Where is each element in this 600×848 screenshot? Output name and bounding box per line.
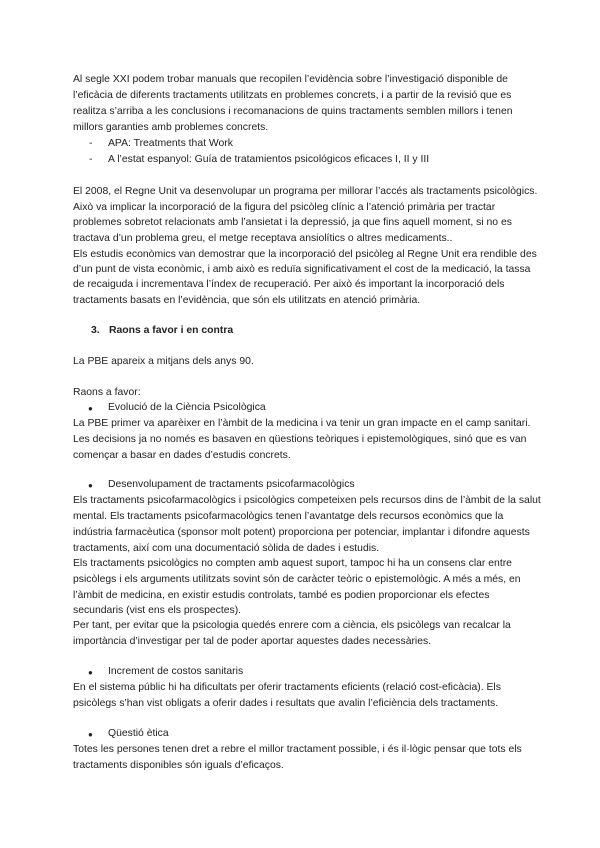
uk-paragraph-line: tractaments basats en l’evidència, que són els utilitzats en atenció primària.	[73, 295, 421, 306]
bullet-body-line: Totes les persones tenen dret a rebre el millor tractament possible, i és il·lògic pensar que tots els	[73, 744, 522, 755]
intro-line: Al segle XXI podem trobar manuals que recopilen l’evidència sobre l’investigació disponible de	[73, 74, 508, 85]
bullet-body-line: psicòlegs i els arguments utilitzats sovint són de caràcter teòric o epistemològic. A més a més, en	[73, 574, 521, 585]
dash-marker: -	[89, 138, 93, 149]
bullet-body-line: Els tractaments psicofarmacològics i psicològics competeixen pels recursos dins de l’àmbit de la salut	[73, 495, 541, 506]
uk-paragraph-line: problemes sobretot relacionats amb l’ansietat i la depressió, ja que fins aquell moment, si no es	[73, 217, 512, 228]
dash-item-apa: APA: Treatments that Work	[108, 138, 233, 149]
bullet-body-line: En el sistema públic hi ha dificultats per oferir tractaments eficients (relació cost-eficàcia). Els	[73, 682, 501, 693]
dash-item-spain: A l’estat espanyol: Guía de tratamientos psicológicos eficaces I, II y III	[108, 154, 430, 165]
bullet-body-line: La PBE primer va aparèixer en l’àmbit de la medicina i va tenir un gran impacte en el camp sanitari.	[73, 418, 531, 429]
uk-paragraph-line: tractava d’un problema greu, el metge receptava ansiolítics o altres medicaments..	[73, 233, 453, 244]
pbe-line: La PBE apareix a mitjans dels anys 90.	[73, 356, 254, 367]
uk-paragraph-line: d’un punt de vista econòmic, i amb això es reduïa significativament el cost de la medicació, la tassa	[73, 264, 531, 275]
uk-paragraph-line: Això va implicar la incorporació de la figura del psicòleg clínic a l’atenció primària per tractar	[73, 202, 496, 213]
dash-marker: -	[89, 154, 93, 165]
intro-line: l’eficàcia de diferents tractaments utilitzats en problemes concrets, i a partir de la revisió que es	[73, 90, 512, 101]
reasons-label: Raons a favor:	[73, 387, 141, 398]
uk-paragraph-line: de recaiguda i incrementava l’índex de recuperació. Per això és important la incorporació dels	[73, 279, 505, 290]
bullet-body-line: importància d’investigar per tal de poder aportar aquestes dades necessàries.	[73, 636, 432, 647]
bullet-body-line: Els tractaments psicològics no compten amb aquest suport, tampoc hi ha un consens clar entre	[73, 558, 512, 569]
bullet-body-line: psicòlegs s’han vist obligats a oferir dades i resultats que avalin l’eficiència dels tractaments.	[73, 698, 499, 709]
uk-paragraph-line: Els estudis econòmics van demostrar que la incorporació del psicòleg al Regne Unit era rendible des	[73, 249, 537, 260]
bullet-icon: ●	[88, 730, 93, 739]
uk-paragraph-line: El 2008, el Regne Unit va desenvolupar un programa per millorar l’accés als tractaments psicològics.	[73, 186, 538, 197]
bullet-icon: ●	[88, 668, 93, 677]
bullet-body-line: tractaments disponibles són iguals d’eficaços.	[73, 760, 284, 771]
bullet-title: Desenvolupament de tractaments psicofarmacològics	[108, 479, 355, 490]
bullet-body-line: començar a basar en dades d’estudis concrets.	[73, 450, 291, 461]
section-title: Raons a favor i en contra	[109, 325, 234, 336]
bullet-body-line: Les decisions ja no només es basaven en qüestions teòriques i epistemològiques, sinó que es van	[73, 434, 527, 445]
bullet-body-line: secundaris (vist ens els prospectes).	[73, 605, 242, 616]
bullet-body-line: indústria farmacèutica (sponsor molt potent) proporciona per potenciar, implantar i difondre aquests	[73, 527, 530, 538]
bullet-body-line: l’àmbit de medicina, en existir estudis controlats, també es podien proporcionar els efectes	[73, 590, 490, 601]
bullet-title: Evolució de la Ciència Psicològica	[108, 402, 266, 413]
bullet-icon: ●	[88, 404, 93, 413]
intro-line: millors garanties amb problemes concrets.	[73, 122, 269, 133]
bullet-body-line: mental. Els tractaments psicofarmacològics tenen l’avantatge dels recursos econòmics que la	[73, 511, 504, 522]
bullet-body-line: tractaments, així com una documentació sòlida de dades i estudis.	[73, 543, 380, 554]
bullet-body-line: Per tant, per evitar que la psicologia quedés enrere com a ciència, els psicòlegs van recalcar la	[73, 620, 511, 631]
bullet-title: Increment de costos sanitaris	[108, 666, 244, 677]
bullet-title: Qüestió ètica	[108, 728, 169, 739]
section-number: 3.	[91, 325, 100, 336]
intro-line: realitza s’arriba a les conclusions i recomanacions de quins tractaments semblen millors i tenen	[73, 106, 513, 117]
bullet-icon: ●	[88, 481, 93, 490]
